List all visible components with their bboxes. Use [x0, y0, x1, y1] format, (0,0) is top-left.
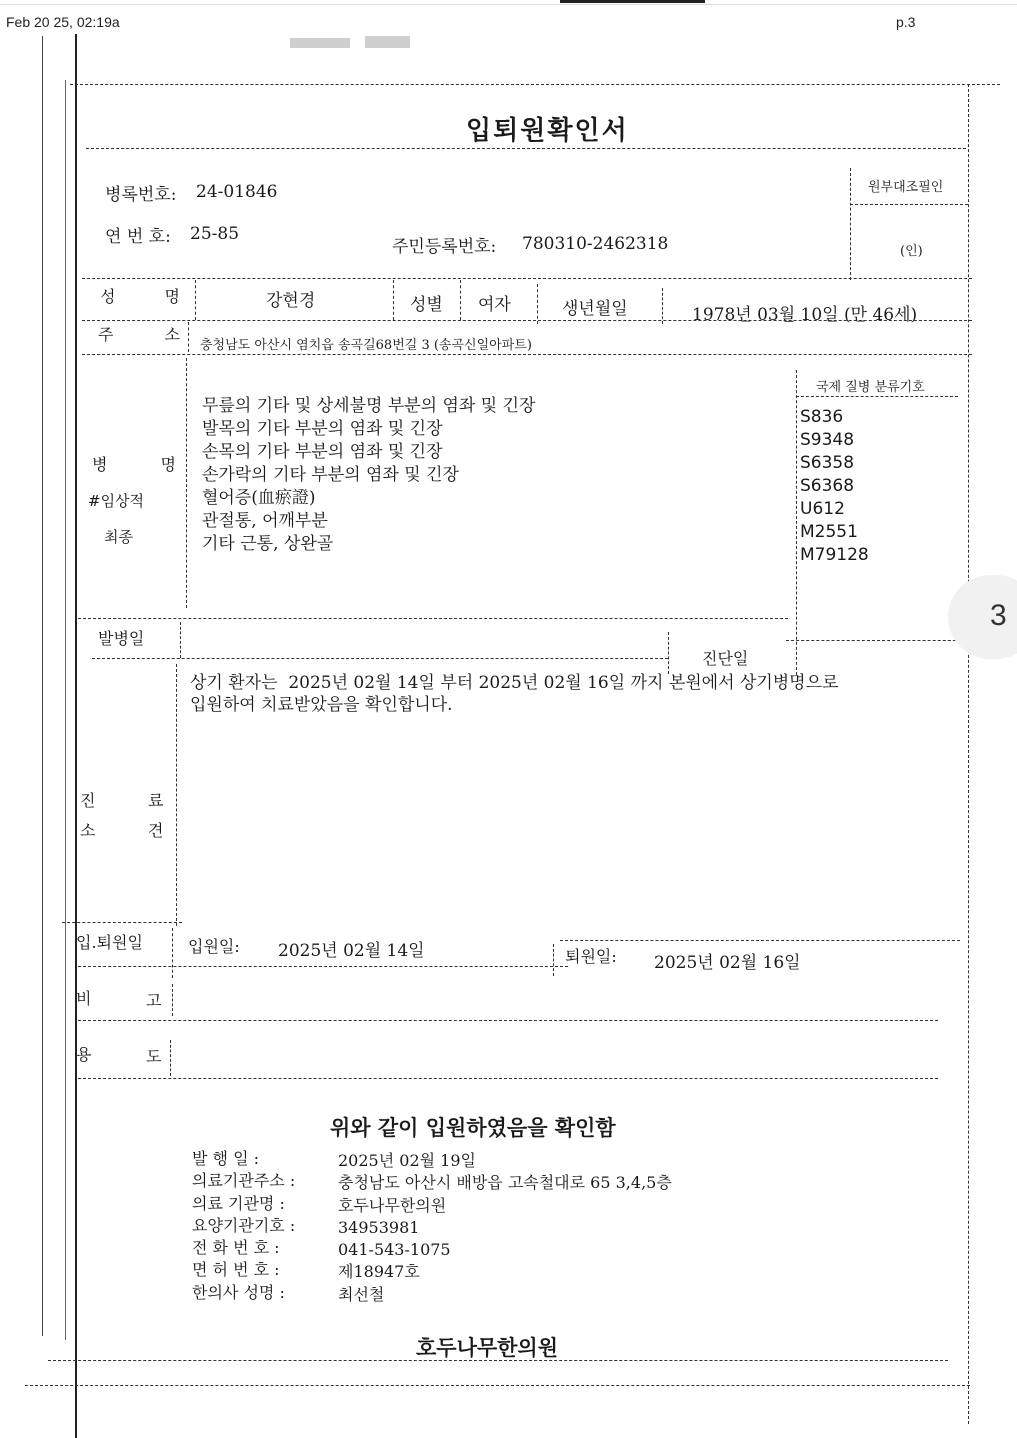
- form-inner-bottom: [48, 1360, 948, 1361]
- row-divider: [78, 618, 788, 619]
- findings-label-char: 료: [148, 791, 164, 810]
- cell-border: [172, 928, 173, 978]
- findings-line-2: 입원하여 치료받았음을 확인합니다.: [190, 695, 453, 715]
- diagnosis-item: 기타 근통, 상완골: [202, 534, 334, 554]
- admit-date: 2025년 02월 14일: [278, 941, 425, 961]
- license-number: 제18947호: [338, 1262, 420, 1282]
- row-divider: [92, 658, 668, 659]
- page-badge-number: 3: [990, 599, 1007, 632]
- stamp-mark: (인): [900, 244, 923, 259]
- clinic-address: 충청남도 아산시 배방읍 고속철대로 65 3,4,5층: [338, 1173, 672, 1193]
- row-divider: [560, 940, 960, 941]
- clinic-signature: 호두나무한의원: [416, 1335, 559, 1360]
- record-no-label: 병록번호:: [105, 185, 177, 205]
- remarks-label-char: 비: [76, 989, 92, 1008]
- row-divider: [82, 278, 972, 279]
- cell-border: [186, 358, 187, 608]
- diagnosis-sublabel-final: 최종: [104, 528, 133, 546]
- doctor-name: 최선철: [338, 1284, 385, 1304]
- cell-border: [180, 622, 181, 658]
- admit-label: 입원일:: [188, 937, 240, 956]
- cell-border: [172, 984, 173, 1016]
- findings-label-char: 진: [80, 791, 96, 810]
- name-label: 성 명: [100, 287, 180, 306]
- issuer-label: 의료 기관명 :: [192, 1193, 285, 1213]
- provider-code: 34953981: [338, 1217, 420, 1237]
- kcd-code: S6358: [800, 453, 855, 473]
- address-label: 주 소: [98, 325, 180, 344]
- sex-value: 여자: [478, 295, 511, 315]
- diagnosis-item: 발목의 기타 부분의 염좌 및 긴장: [202, 419, 443, 439]
- issuer-label: 면 허 번 호 :: [192, 1260, 280, 1280]
- sex-label: 성별: [410, 295, 443, 315]
- clinic-name: 호두나무한의원: [338, 1195, 447, 1215]
- stamp-label: 원부대조필인: [868, 180, 944, 195]
- section-divider: [86, 148, 966, 149]
- stay-label: 입.퇴원일: [76, 933, 143, 952]
- form-left-edge: [65, 80, 66, 1340]
- kcd-code: M2551: [800, 522, 858, 542]
- cell-border: [176, 664, 177, 926]
- scan-noise: [365, 36, 410, 48]
- purpose-label-char: 용: [76, 1045, 92, 1064]
- binding-line: [75, 34, 77, 1438]
- dob-label: 생년월일: [562, 299, 628, 319]
- row-divider: [786, 640, 966, 641]
- cell-border: [195, 280, 196, 320]
- form-bottom-border: [25, 1385, 970, 1386]
- issuer-label: 발 행 일 :: [192, 1149, 260, 1168]
- kcd-code-list: [800, 406, 869, 567]
- top-border: [0, 4, 1017, 5]
- stamp-box-border: [850, 168, 851, 280]
- document-title: 입퇴원확인서: [466, 116, 629, 146]
- remarks-label-char: 고: [146, 991, 162, 1010]
- kcd-code: M79128: [800, 545, 869, 565]
- rrn-value: 780310-2462318: [522, 234, 669, 254]
- kcd-code: S836: [800, 407, 844, 427]
- kcd-code: U612: [800, 499, 845, 519]
- row-divider: [82, 354, 972, 355]
- cell-border: [188, 322, 189, 352]
- code-column-border: [796, 370, 797, 675]
- kcd-header: 국제 질병 분류기호: [816, 380, 925, 395]
- issuer-label: 전 화 번 호 :: [192, 1238, 280, 1258]
- issuer-label: 의료기관주소 :: [192, 1171, 296, 1191]
- cell-border: [553, 944, 554, 976]
- cell-border: [393, 280, 394, 320]
- issuer-label: 한의사 성명 :: [192, 1282, 285, 1302]
- record-no-value: 24-01846: [196, 182, 278, 202]
- row-divider: [78, 966, 568, 967]
- diagnosis-date-label: 진단일: [702, 649, 749, 668]
- binding-line-outer: [42, 36, 43, 1336]
- patient-name: 강현경: [266, 291, 316, 311]
- issuer-values: [338, 1150, 672, 1306]
- serial-label: 연 번 호:: [105, 227, 171, 247]
- discharge-date: 2025년 02월 16일: [654, 953, 801, 973]
- issuer-label: 요양기관기호 :: [192, 1215, 296, 1235]
- cell-border: [170, 1040, 171, 1076]
- diagnosis-item: 손가락의 기타 부분의 염좌 및 긴장: [202, 465, 459, 485]
- dob-value: 1978년 03월 10일 (만 46세): [692, 305, 918, 325]
- cell-border: [460, 280, 461, 320]
- form-right-border: [968, 84, 969, 1424]
- row-divider: [62, 922, 182, 923]
- confirm-statement: 위와 같이 입원하였음을 확인함: [330, 1115, 616, 1140]
- issuer-labels: [192, 1148, 295, 1304]
- discharge-label: 퇴원일:: [565, 947, 617, 966]
- rrn-label: 주민등록번호:: [392, 237, 497, 257]
- diagnosis-list: [202, 395, 535, 556]
- cell-border: [662, 288, 663, 324]
- row-divider: [82, 320, 972, 321]
- diagnosis-item: 손목의 기타 부분의 염좌 및 긴장: [202, 442, 443, 462]
- findings-label-char: 소: [80, 821, 96, 840]
- fax-timestamp: Feb 20 25, 02:19a: [6, 14, 120, 30]
- diagnosis-item: 관절통, 어깨부분: [202, 511, 328, 531]
- row-divider: [78, 1020, 938, 1021]
- issue-date: 2025년 02월 19일: [338, 1151, 476, 1170]
- diagnosis-item: 무릎의 기타 및 상세불명 부분의 염좌 및 긴장: [202, 396, 536, 416]
- diagnosis-sublabel-clinical: #임상적: [88, 492, 145, 510]
- row-divider: [78, 1078, 938, 1079]
- scan-mark: [560, 0, 705, 3]
- page-number: p.3: [896, 14, 916, 30]
- kcd-code: S6368: [800, 476, 855, 496]
- findings-label-char: 견: [148, 821, 164, 840]
- purpose-label-char: 도: [146, 1047, 162, 1066]
- page-badge: [948, 575, 1017, 659]
- code-header-divider: [796, 396, 958, 397]
- diagnosis-label: 병 명: [92, 455, 176, 474]
- onset-label: 발병일: [98, 629, 145, 648]
- form-top-border: [70, 84, 1000, 85]
- findings-line-1: 상기 환자는 2025년 02월 14일 부터 2025년 02월 16일 까지 본원에서 상기병명으로: [190, 673, 839, 693]
- address-value: 충청남도 아산시 염치읍 송곡길68번길 3 (송곡신일아파트): [200, 338, 532, 353]
- diagnosis-item: 혈어증(血瘀證): [202, 488, 316, 508]
- cell-border: [537, 284, 538, 324]
- scan-noise: [290, 38, 350, 48]
- clinic-phone: 041-543-1075: [338, 1240, 451, 1260]
- kcd-code: S9348: [800, 430, 855, 450]
- stamp-box-divider: [850, 204, 968, 205]
- serial-value: 25-85: [190, 224, 240, 244]
